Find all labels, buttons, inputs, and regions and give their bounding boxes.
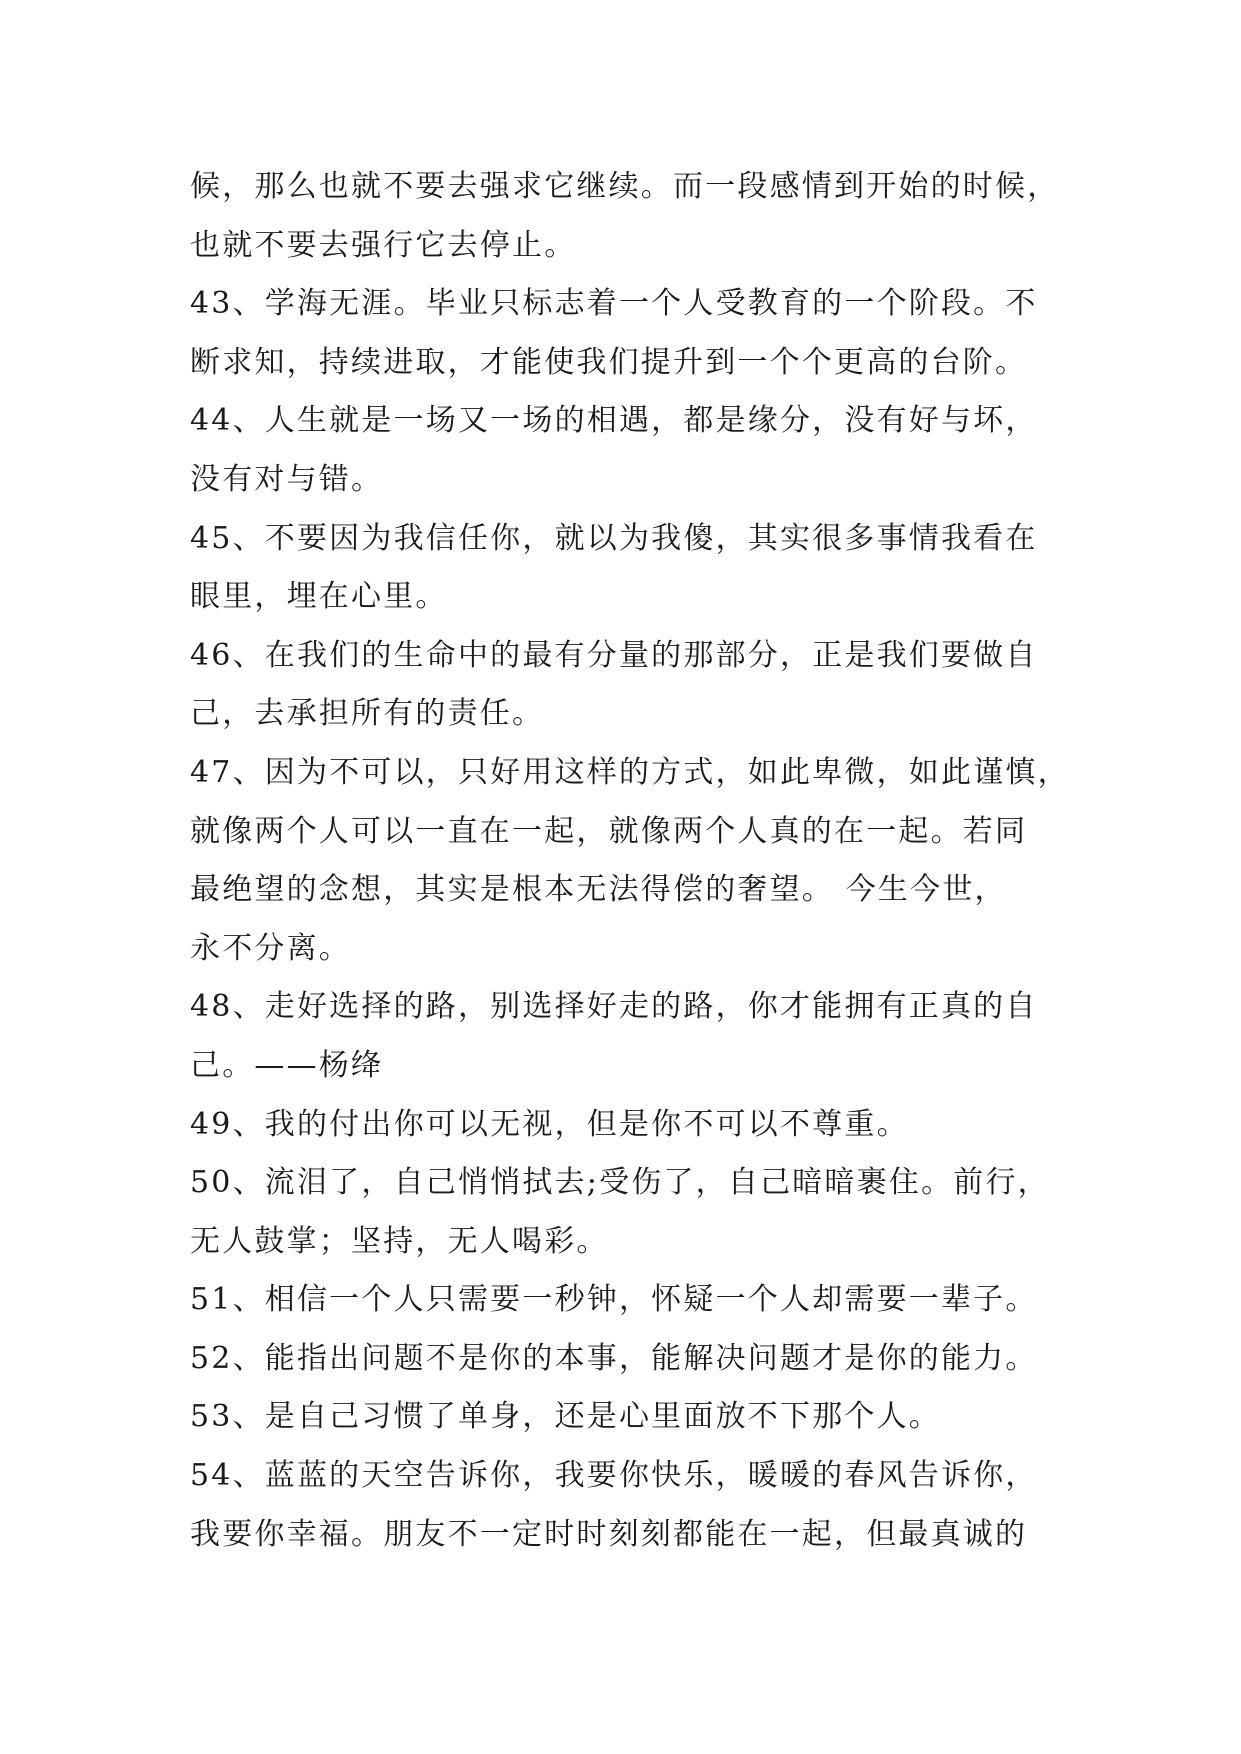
text-line: 46、在我们的生命中的最有分量的那部分，正是我们要做自 [190, 637, 1038, 673]
text-line: 候，那么也就不要去强求它继续。而一段感情到开始的时候， [190, 169, 1060, 204]
text-line: 断求知，持续进取，才能使我们提升到一个个更高的台阶。 [190, 344, 1028, 380]
text-line: 49、我的付出你可以无视，但是你不可以不尊重。 [190, 1106, 909, 1142]
text-line: 52、能指出问题不是你的本事，能解决问题才是你的能力。 [190, 1340, 1038, 1376]
text-line: 47、因为不可以，只好用这样的方式，如此卑微，如此谨慎， [190, 754, 1070, 790]
text-line: 51、相信一个人只需要一秒钟，怀疑一个人却需要一辈子。 [190, 1282, 1038, 1318]
text-line: 己，去承担所有的责任。 [190, 696, 545, 732]
text-line: 也就不要去强行它去停止。 [190, 227, 577, 263]
text-line: 永不分离。 [190, 930, 351, 966]
text-line: 48、走好选择的路，别选择好走的路，你才能拥有正真的自 [190, 989, 1038, 1025]
text-line: 无人鼓掌；坚持，无人喝彩。 [190, 1223, 609, 1259]
text-line: 53、是自己习惯了单身，还是心里面放不下那个人。 [190, 1399, 941, 1435]
text-line: 就像两个人可以一直在一起，就像两个人真的在一起。若同 [190, 813, 1028, 849]
text-line: 50、流泪了，自己悄悄拭去;受伤了，自己暗暗裹住。前行， [190, 1165, 1050, 1201]
text-line: 我要你幸福。朋友不一定时时刻刻都能在一起，但最真诚的 [190, 1516, 1028, 1552]
text-line: 54、蓝蓝的天空告诉你，我要你快乐，暖暖的春风告诉你， [190, 1458, 1038, 1494]
text-line: 己。——杨绛 [190, 1047, 384, 1083]
body-text [190, 158, 1090, 1564]
text-line: 没有对与错。 [190, 461, 384, 497]
text-line: 45、不要因为我信任你，就以为我傻，其实很多事情我看在 [190, 520, 1038, 556]
text-line: 眼里，埋在心里。 [190, 579, 448, 615]
text-line: 43、学海无涯。毕业只标志着一个人受教育的一个阶段。不 [190, 286, 1038, 322]
text-line: 最绝望的念想，其实是根本无法得偿的奢望。 今生今世， [190, 872, 1007, 908]
text-line: 44、人生就是一场又一场的相遇，都是缘分，没有好与坏， [190, 403, 1038, 439]
